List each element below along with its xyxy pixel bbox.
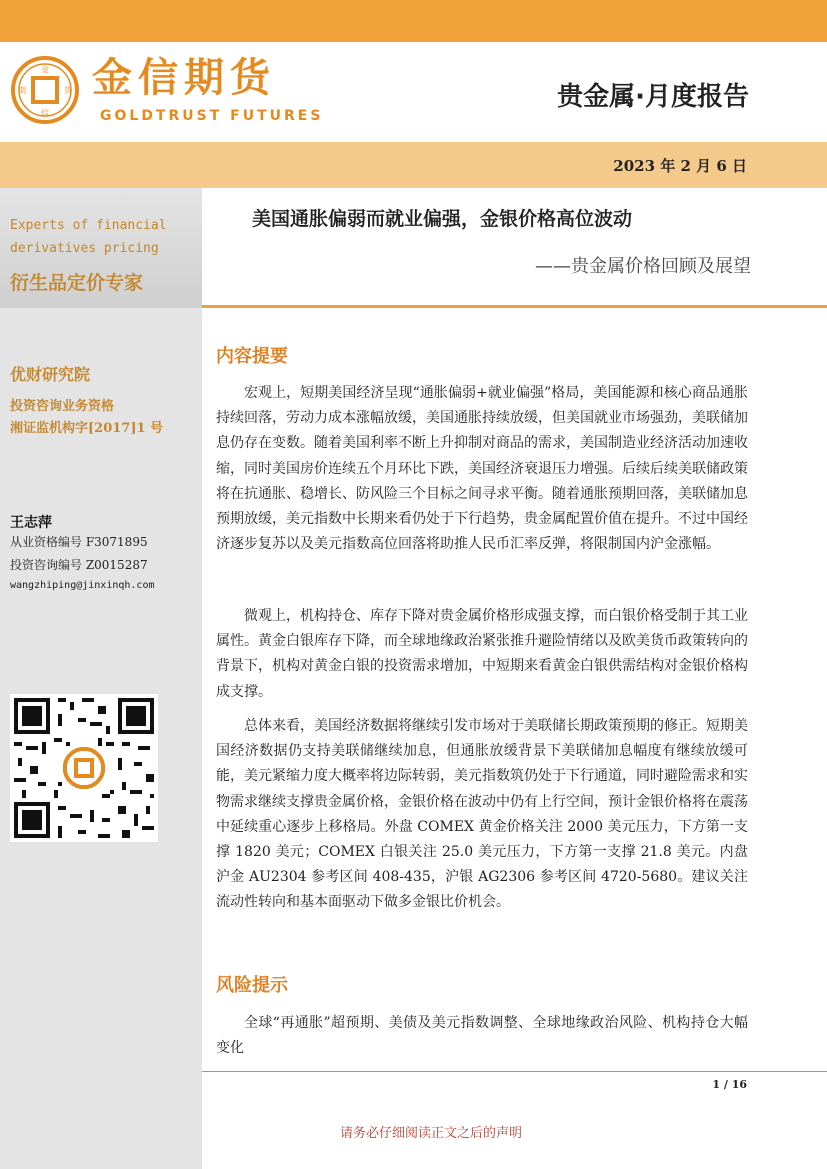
report-date: 2023 年 2 月 6 日: [613, 157, 747, 175]
analyst-email: wangzhiping@jinxinqh.com: [10, 580, 155, 591]
svg-text:金: 金: [41, 65, 49, 74]
summary-paragraph-macro: 宏观上，短期美国经济呈现“通胀偏弱+就业偏强”格局，美国能源和核心商品通胀持续回落，劳动力成本涨幅放缓，美国通胀持续放缓，但美国就业市场强劲，美联储加息仍存在变数。随着美国利率不断上升抑制对商品的需求，美国制造业经济活动加速收缩，同时美国房价连续五个月环比下跌，美国经济衰退压力增强。后续后续美联储政策将在抗通胀、稳增长、防风险三个目标之间寻求平衡。随着通胀预期回落，美联储加息预期放缓，美元指数中长期来看仍处于下行趋势，贵金属配置价值在提升。不过中国经济逐步复苏以及美元指数高位回落将助推人民币汇率反弹，将限制国内沪金涨幅。: [216, 385, 748, 553]
qualification-line: 投资咨询业务资格: [10, 399, 115, 414]
summary-paragraph-micro: 微观上，机构持仓、库存下降对贵金属价格形成强支撑，而白银价格受制于其工业属性。黄金白银库存下降，而全球地缘政治紧张推升避险情绪以及欧美货币政策转向的背景下，机构对黄金白银的投资需求增加，中短期来看黄金白银供需结构对金银价格构成支撑。: [216, 608, 748, 700]
qualification-block: [10, 396, 163, 440]
summary-heading: 内容提要: [216, 346, 288, 367]
risk-heading: 风险提示: [216, 975, 288, 996]
svg-text:信: 信: [41, 109, 49, 118]
risk-paragraph: 全球“再通胀”超预期、美债及美元指数调整、全球地缘政治风险、机构持仓大幅变化: [216, 1015, 748, 1057]
report-main-title: 美国通胀偏弱而就业偏强，金银价格高位波动: [252, 208, 633, 230]
sidebar-tagline-cn: 衍生品定价专家: [10, 272, 144, 294]
sidebar: [0, 188, 202, 1169]
goldtrust-seal-logo-icon: [10, 55, 80, 125]
report-type-title: 贵金属·月度报告: [557, 82, 749, 112]
qr-code-icon[interactable]: [10, 694, 158, 842]
page-number: 1 / 16: [712, 1078, 747, 1091]
research-institute: 优财研究院: [10, 365, 91, 384]
title-divider: [202, 305, 827, 308]
analyst-name: 王志萍: [10, 515, 52, 531]
logo-english-name: GOLDTRUST FUTURES: [100, 108, 324, 124]
footer-divider: [202, 1071, 827, 1072]
report-subtitle: ——贵金属价格回顾及展望: [535, 256, 751, 277]
qualification-line: 湘证监机构字[2017]1 号: [10, 421, 164, 436]
top-color-bar: [0, 0, 827, 42]
logo-chinese-name: 金信期货: [92, 55, 276, 101]
analyst-consult-number: 投资咨询编号 Z0015287: [10, 558, 148, 572]
analyst-license: 从业资格编号 F3071895: [10, 535, 148, 549]
svg-text:货: 货: [64, 86, 72, 95]
svg-text:期: 期: [18, 86, 26, 95]
sidebar-tagline-en: Experts of financial derivatives pricing: [10, 218, 167, 256]
summary-paragraph-overall: 总体来看，美国经济数据将继续引发市场对于美联储长期政策预期的修正。短期美国经济数据仍支持美联储继续加息，但通胀放缓背景下美联储加息幅度有继续放缓可能，美元紧缩力度大概率将边际转弱，美元指数筑仍处于下行通道，同时避险需求和实物需求继续支撑贵金属价格，金银价格在波动中仍有上行空间，预计金银价格将在震荡中延续重心逐步上移格局。外盘 COMEX 黄金价格关注 2000 美元压力，下方第一支撑 1820 美元；COMEX 白银关注 25.0 美元压力，下方第一支撑 21.8 美元。内盘沪金 AU2304 参考区间 408-435，沪银 AG2306 参考区间 4720-5680。建议关注流动性转向和基本面驱动下做多金银比价机会。: [216, 718, 748, 911]
disclaimer-link[interactable]: 请务必仔细阅读正文之后的声明: [340, 1126, 523, 1141]
